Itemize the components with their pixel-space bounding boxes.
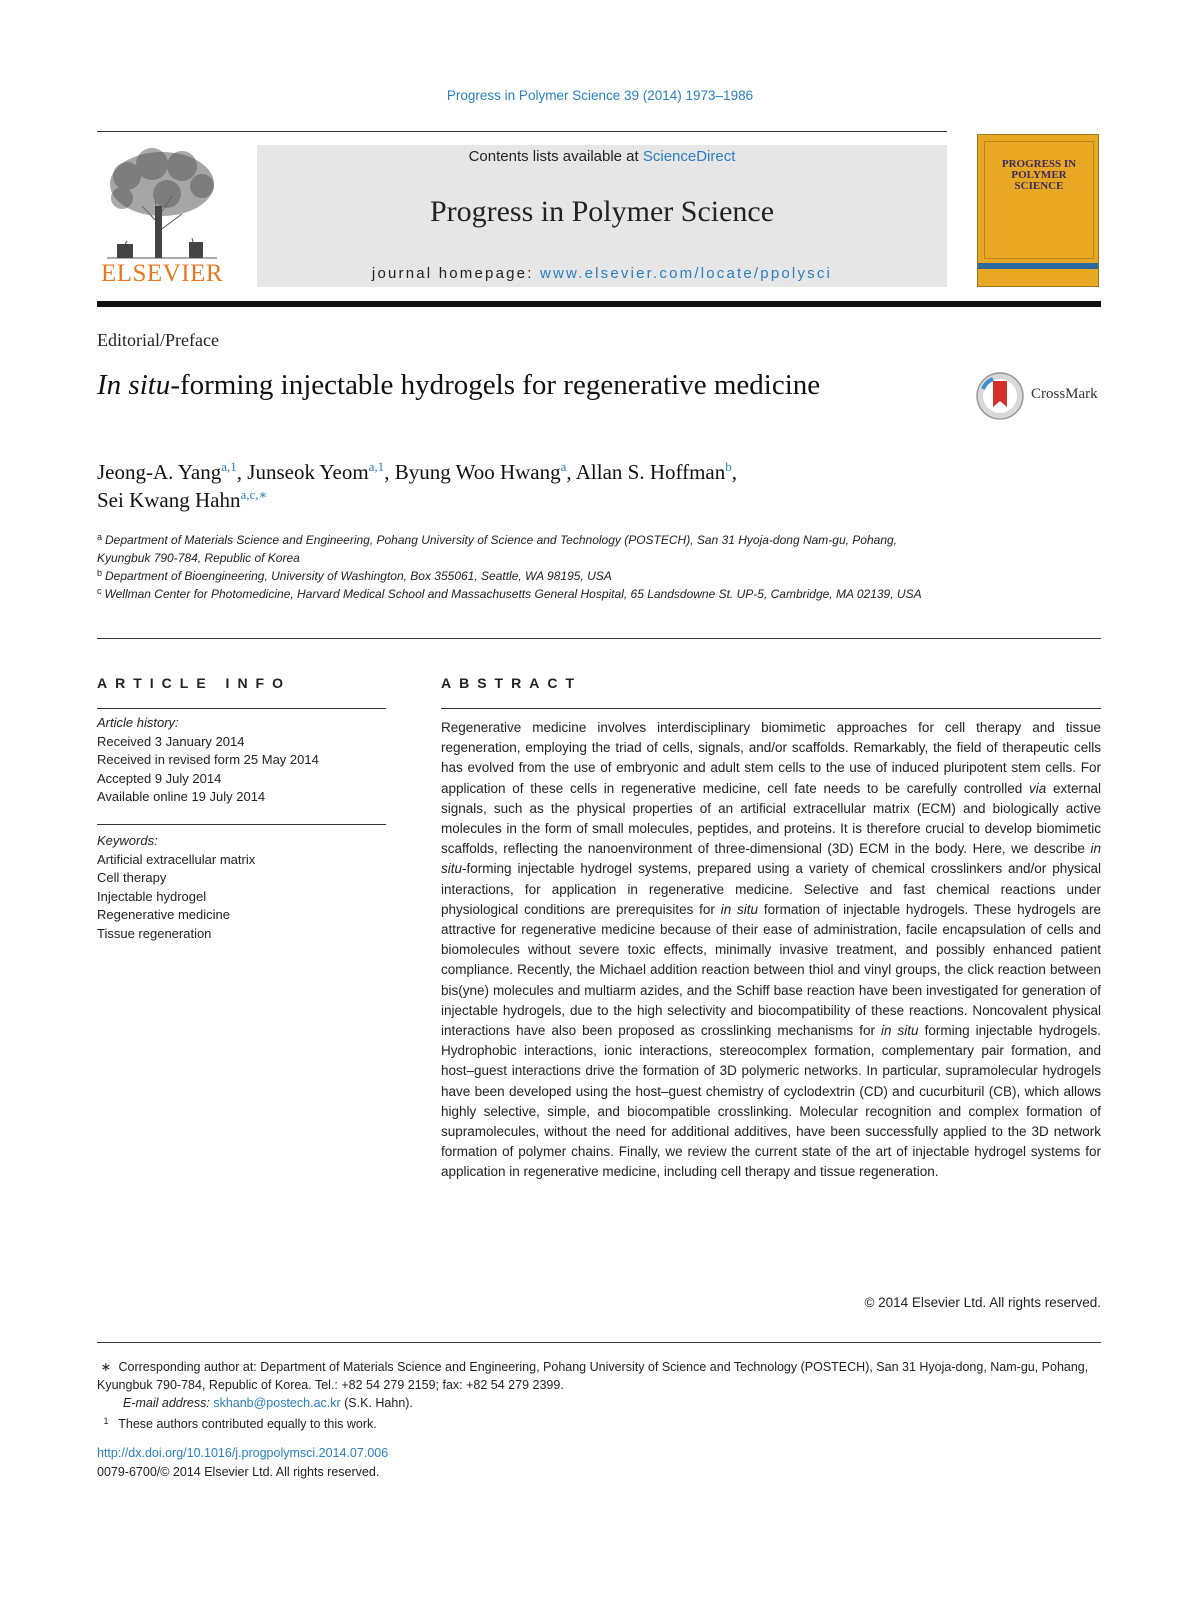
- author-name: Junseok Yeom: [247, 460, 369, 484]
- article-history: [97, 714, 386, 807]
- journal-reference[interactable]: Progress in Polymer Science 39 (2014) 1973–1986: [446, 88, 754, 103]
- email-suffix: (S.K. Hahn).: [340, 1396, 413, 1410]
- author-list: [97, 458, 997, 514]
- abstract-paragraph: [441, 718, 1101, 1183]
- affiliation-c: [97, 585, 947, 603]
- author-affil-mark[interactable]: b: [725, 459, 732, 474]
- footnote-rule: [97, 1342, 1101, 1343]
- article-category: Editorial/Preface: [97, 330, 219, 350]
- article-title: [97, 366, 857, 404]
- abstract-text: [441, 718, 1101, 1183]
- author-name: Sei Kwang Hahn: [97, 488, 241, 512]
- article-info-heading: ARTICLE INFO: [97, 675, 291, 691]
- abstract-span: Regenerative medicine involves interdisciplinary biomimetic approaches for cell therapy and tissue regeneration, employing the triad of cells, signals, and/or scaffolds. Remarkably, the field of therapeutic cells has evolved from the use of embryonic and adult stem cells to the use of induced pluripotent stem cells. For application of these cells in regenerative medicine, cell fate needs to be carefully controlled: [441, 720, 1101, 796]
- header-thick-rule: [97, 301, 1101, 307]
- history-item: Received in revised form 25 May 2014: [97, 752, 319, 767]
- affiliation-mark: b: [97, 568, 103, 578]
- keywords-rule: [97, 824, 386, 825]
- author[interactable]: [97, 488, 267, 512]
- footnote-text: These authors contributed equally to this work.: [118, 1417, 377, 1431]
- abstract-rule: [441, 708, 1101, 709]
- author-affil-mark[interactable]: a,c,∗: [240, 487, 268, 502]
- history-item: Accepted 9 July 2014: [97, 770, 222, 786]
- footnotes: [97, 1358, 1101, 1433]
- journal-name: Progress in Polymer Science: [429, 195, 775, 228]
- author-name: Jeong-A. Yang: [97, 460, 222, 484]
- abstract-span: external signals, such as the physical properties of an artificial extracellular matrix (ECM) and biologically active molecules in the form of small molecules, peptides, and proteins. It is therefore crucial to develop biomimetic scaffolds, reflecting the nanoenvironment of three-dimensional (3D) ECM in the body. Here, we describe: [441, 780, 1101, 857]
- author-name: Byung Woo Hwang: [394, 460, 561, 484]
- abstract-heading: ABSTRACT: [441, 675, 582, 691]
- abstract-italic: in situ: [441, 841, 1101, 877]
- corresponding-footnote: [97, 1358, 1101, 1394]
- keyword-item[interactable]: Cell therapy: [97, 870, 167, 885]
- author-separator: ,: [731, 460, 737, 484]
- homepage-link[interactable]: www.elsevier.com/locate/ppolysci: [539, 265, 833, 282]
- crossmark-icon: [975, 371, 1025, 421]
- abstract-span: forming injectable hydrogels. Hydrophobic interactions, ionic interactions, stereocomplex formation, complementary pair formation, and host–guest interactions drive the formation of 3D polymeric networks. In particular, supramolecular hydrogels have been developed using the host–guest chemistry of cyclodextrin (CD) and cucurbituril (CB), which allows highly selective, simple, and biocompatible crosslinking. Molecular recognition and complex formation of supramolecules, without the need for additional additives, have been successfully applied to the 3D network formation of polymer chains. Finally, we review the current state of the art of injectable hydrogel systems for application in regenerative medicine, including cell therapy and tissue regeneration.: [441, 1023, 1101, 1180]
- keywords-label: Keywords:: [97, 833, 158, 848]
- contents-prefix: Contents lists available at: [468, 148, 643, 165]
- affiliation-rule: [97, 638, 1101, 639]
- sciencedirect-link[interactable]: ScienceDirect: [642, 148, 736, 165]
- abstract-italic: in situ: [881, 1023, 919, 1039]
- keyword-item[interactable]: Artificial extracellular matrix: [97, 851, 256, 867]
- author-separator: ,: [566, 460, 576, 484]
- doi-link[interactable]: http://dx.doi.org/10.1016/j.progpolymsci.2014.07.006: [97, 1446, 389, 1460]
- journal-cover[interactable]: [977, 134, 1099, 287]
- cover-band: [978, 263, 1098, 269]
- affiliation-b: [97, 567, 947, 585]
- affiliation-text: Department of Bioengineering, University of Washington, Box 355061, Seattle, WA 98195, USA: [105, 569, 612, 583]
- affiliation-text: Department of Materials Science and Engineering, Pohang University of Science and Technology (POSTECH), San 31 Hyoja-dong Nam-gu, Pohang, Kyungbuk 790-784, Republic of Korea: [97, 533, 898, 565]
- footnote-mark: 1: [103, 1416, 109, 1426]
- email-label: E-mail address:: [123, 1396, 214, 1410]
- author[interactable]: [247, 460, 394, 484]
- cover-title: PROGRESS IN POLYMER SCIENCE: [1001, 158, 1077, 192]
- elsevier-wordmark: ELSEVIER: [100, 260, 224, 287]
- elsevier-logo: [97, 146, 227, 288]
- contents-line: [257, 148, 947, 165]
- footnote-mark: ∗: [100, 1360, 112, 1374]
- header-rule: [97, 131, 947, 132]
- author[interactable]: [395, 460, 576, 484]
- homepage-prefix: journal homepage:: [371, 265, 540, 282]
- author-affil-mark[interactable]: a,1: [221, 459, 237, 474]
- keyword-item[interactable]: Regenerative medicine: [97, 907, 230, 922]
- crossmark-label: CrossMark: [1031, 386, 1098, 402]
- history-item: Available online 19 July 2014: [97, 789, 266, 804]
- abstract-copyright: © 2014 Elsevier Ltd. All rights reserved.: [864, 1295, 1101, 1310]
- homepage-line: [257, 265, 947, 282]
- keywords-block: [97, 832, 386, 943]
- title-rest: -forming injectable hydrogels for regenerative medicine: [170, 369, 821, 401]
- author-separator: ,: [236, 460, 248, 484]
- crossmark-badge[interactable]: [975, 371, 1105, 423]
- email-link[interactable]: skhanb@postech.ac.kr: [213, 1396, 341, 1410]
- affiliation-mark: a: [97, 532, 103, 542]
- journal-masthead: [257, 145, 947, 287]
- author-affil-mark[interactable]: a: [560, 459, 567, 474]
- history-item: Received 3 January 2014: [97, 733, 245, 749]
- affiliation-a: [97, 531, 947, 567]
- footnote-text: Corresponding author at: Department of Materials Science and Engineering, Pohang University of Science and Technology (POSTECH), San 31 Hyoja-dong, Nam-gu, Pohang, Kyungbuk 790-784, Republic of Korea. Tel.: +82 54 279 2159; fax: +82 54 279 2399.: [97, 1360, 1089, 1392]
- abstract-span: -forming injectable hydrogel systems, prepared using a variety of chemical crosslinkers and/or physical interactions, for application in regenerative medicine. Selective and fast chemical reactions under physiological conditions are prerequisites for: [441, 861, 1101, 917]
- affiliation-mark: c: [97, 586, 102, 596]
- abstract-span: formation of injectable hydrogels. These hydrogels are attractive for regenerative medicine because of their ease of administration, facile encapsulation of cells and biomolecules without severe toxic effects, minimally invasive treatment, and possibly enhanced patient compliance. Recently, the Michael addition reaction between thiol and vinyl groups, the click reaction between bis(yne) molecules and multiarm azides, and the Schiff base reaction have been investigated for generation of injectable hydrogels, due to the high selectivity and biocompatibility of these reactions. Noncovalent physical interactions have also been proposed as crosslinking mechanisms for: [441, 901, 1101, 1039]
- elsevier-tree-icon: [97, 146, 227, 264]
- history-label: Article history:: [97, 715, 179, 730]
- affiliation-text: Wellman Center for Photomedicine, Harvard Medical School and Massachusetts General Hospital, 65 Landsdowne St. UP-5, Cambridge, MA 02139, USA: [104, 587, 922, 601]
- author[interactable]: [576, 460, 737, 484]
- author-separator: ,: [384, 460, 395, 484]
- title-italic: In situ: [97, 369, 171, 401]
- author-affil-mark[interactable]: a,1: [368, 459, 385, 474]
- keyword-item[interactable]: Injectable hydrogel: [97, 888, 207, 904]
- equal-contribution-footnote: [97, 1412, 1101, 1433]
- abstract-italic: via: [1028, 780, 1047, 796]
- author[interactable]: [97, 460, 247, 484]
- article-info-rule: [97, 708, 386, 709]
- issn-line: 0079-6700/© 2014 Elsevier Ltd. All rights reserved.: [97, 1465, 380, 1479]
- abstract-italic: in situ: [720, 901, 759, 917]
- email-footnote: [97, 1394, 1101, 1412]
- keyword-item[interactable]: Tissue regeneration: [97, 925, 212, 941]
- author-name: Allan S. Hoffman: [575, 460, 726, 484]
